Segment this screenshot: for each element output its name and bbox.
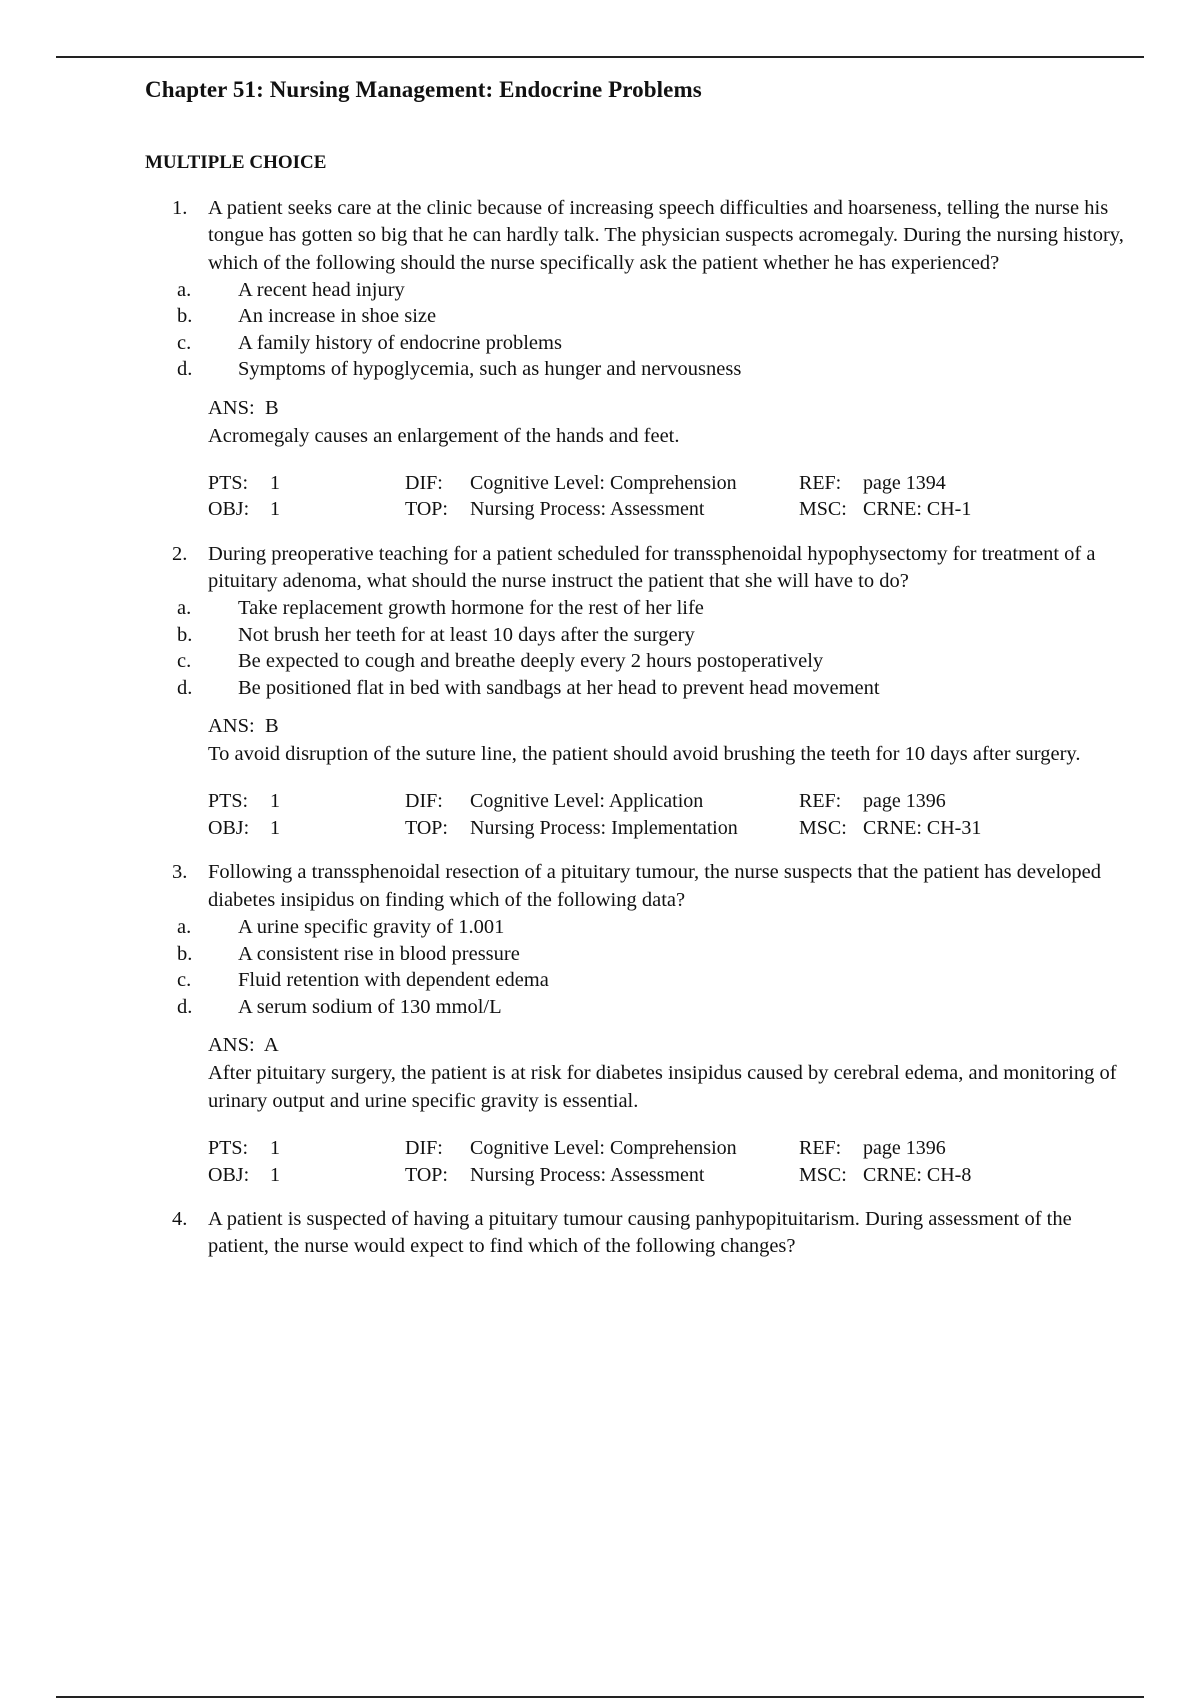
chapter-title: Chapter 51: Nursing Management: Endocrine Problems — [145, 77, 702, 102]
choice-b — [177, 303, 1135, 330]
choice-d — [177, 675, 1135, 702]
question-number: 3. — [172, 861, 188, 884]
question-text: A patient seeks care at the clinic because of increasing speech difficulties and hoarseness, telling the nurse his tongue has gotten so big that he can hardly talk. The physician suspects acromegaly. During the nursing history, which of the following should the nurse specifically ask the patient whether he has experienced? — [208, 197, 1124, 274]
dif-label: DIF: — [405, 1137, 443, 1160]
top-value: Nursing Process: Assessment — [470, 1163, 705, 1186]
choice-b — [177, 941, 1135, 968]
choice-letter: d. — [177, 995, 193, 1018]
bottom-rule — [56, 1696, 1144, 1698]
ref-label: REF: — [799, 790, 842, 813]
top-label: TOP: — [405, 1163, 448, 1186]
question-meta — [208, 1135, 1135, 1188]
obj-label: OBJ: — [208, 498, 250, 521]
pts-label: PTS: — [208, 790, 249, 813]
ref-value: page 1396 — [863, 790, 946, 813]
choice-letter: a. — [177, 278, 192, 301]
section-heading: MULTIPLE CHOICE — [145, 152, 327, 173]
question-number: 1. — [172, 197, 188, 219]
meta-row-1 — [208, 1135, 1135, 1162]
question-number: 4. — [172, 1208, 188, 1231]
answer-label: ANS: — [208, 396, 255, 419]
answer-value: B — [264, 396, 279, 419]
choice-letter: d. — [177, 676, 193, 699]
question-text: A patient is suspected of having a pituitary tumour causing panhypopituitarism. During assessment of the patient, the nurse would expect to find which of the following changes? — [208, 1208, 1072, 1258]
meta-row-1 — [208, 788, 1135, 815]
question-number: 2. — [172, 542, 188, 565]
dif-value: Cognitive Level: Application — [470, 790, 704, 813]
answer-line — [208, 713, 1135, 740]
choice-d — [177, 356, 1135, 383]
dif-label: DIF: — [405, 471, 443, 494]
question-2 — [145, 541, 1135, 842]
rationale: After pituitary surgery, the patient is at risk for diabetes insipidus caused by cerebral edema, and monitoring of urinary output and urine specific gravity is essential. — [208, 1062, 1117, 1113]
choice-text: Not brush her teeth for at least 10 days after the surgery — [238, 623, 695, 646]
dif-label: DIF: — [405, 790, 443, 813]
obj-value: 1 — [270, 816, 280, 839]
top-value: Nursing Process: Implementation — [470, 816, 738, 839]
question-meta — [208, 788, 1135, 841]
obj-value: 1 — [270, 1163, 280, 1186]
document-page — [145, 74, 1135, 1261]
choice-letter: a. — [177, 916, 192, 939]
ref-value: page 1396 — [863, 1137, 946, 1160]
choice-letter: c. — [177, 331, 192, 354]
pts-label: PTS: — [208, 471, 249, 494]
top-label: TOP: — [405, 498, 448, 521]
choice-b — [177, 622, 1135, 649]
question-text: During preoperative teaching for a patient scheduled for transsphenoidal hypophysectomy for treatment of a pituitary adenoma, what should the nurse instruct the patient that she will have to do? — [208, 542, 1096, 593]
question-meta — [208, 470, 1135, 523]
msc-value: CRNE: CH-8 — [863, 1163, 972, 1186]
choice-a — [177, 277, 1135, 304]
dif-value: Cognitive Level: Comprehension — [470, 471, 737, 494]
choice-letter: b. — [177, 942, 193, 965]
choice-text: Take replacement growth hormone for the rest of her life — [238, 597, 704, 620]
pts-value: 1 — [270, 471, 280, 494]
ref-value: page 1394 — [863, 471, 946, 494]
question-4 — [145, 1206, 1135, 1261]
choice-letter: a. — [177, 597, 192, 620]
choice-letter: c. — [177, 650, 192, 673]
obj-label: OBJ: — [208, 1163, 250, 1186]
choice-c — [177, 967, 1135, 994]
msc-value: CRNE: CH-1 — [863, 498, 972, 521]
choice-a — [177, 595, 1135, 622]
rationale: Acromegaly causes an enlargement of the hands and feet. — [208, 424, 680, 447]
msc-label: MSC: — [799, 1163, 847, 1186]
msc-label: MSC: — [799, 816, 847, 839]
answer-label: ANS: — [208, 715, 255, 738]
choice-text: A family history of endocrine problems — [238, 331, 562, 354]
ref-label: REF: — [799, 1137, 842, 1160]
answer-value: A — [263, 1034, 279, 1057]
answer-line — [208, 1032, 1135, 1059]
obj-label: OBJ: — [208, 816, 250, 839]
pts-value: 1 — [270, 790, 280, 813]
dif-value: Cognitive Level: Comprehension — [470, 1137, 737, 1160]
msc-label: MSC: — [799, 498, 847, 521]
question-3 — [145, 859, 1135, 1188]
choice-text: A recent head injury — [238, 278, 405, 301]
choice-c — [177, 648, 1135, 675]
choice-text: An increase in shoe size — [238, 305, 437, 328]
pts-value: 1 — [270, 1137, 280, 1160]
question-text: Following a transsphenoidal resection of a pituitary tumour, the nurse suspects that the patient has developed diabetes insipidus on finding which of the following data? — [208, 861, 1101, 911]
choice-d — [177, 994, 1135, 1021]
answer-line — [208, 395, 1135, 422]
meta-row-2 — [208, 496, 1135, 523]
rationale: To avoid disruption of the suture line, the patient should avoid brushing the teeth for 10 days after surgery. — [208, 743, 1081, 766]
msc-value: CRNE: CH-31 — [863, 816, 982, 839]
choice-text: Fluid retention with dependent edema — [238, 969, 549, 992]
choice-text: Be expected to cough and breathe deeply every 2 hours postoperatively — [238, 650, 824, 673]
top-label: TOP: — [405, 816, 448, 839]
ref-label: REF: — [799, 471, 842, 494]
choice-letter: b. — [177, 623, 193, 646]
meta-row-2 — [208, 815, 1135, 842]
choice-a — [177, 914, 1135, 941]
choice-text: A serum sodium of 130 mmol/L — [238, 995, 502, 1018]
top-value: Nursing Process: Assessment — [470, 498, 705, 521]
choice-letter: b. — [177, 305, 193, 328]
choice-text: A consistent rise in blood pressure — [238, 942, 520, 965]
answer-value: B — [264, 715, 279, 738]
meta-row-1 — [208, 470, 1135, 497]
pts-label: PTS: — [208, 1137, 249, 1160]
choice-letter: c. — [177, 969, 192, 992]
choice-letter: d. — [177, 358, 193, 381]
choice-c — [177, 330, 1135, 357]
choice-text: Be positioned flat in bed with sandbags at her head to prevent head movement — [238, 676, 880, 699]
choice-text: A urine specific gravity of 1.001 — [238, 916, 505, 939]
meta-row-2 — [208, 1162, 1135, 1189]
top-rule — [56, 56, 1144, 58]
choice-text: Symptoms of hypoglycemia, such as hunger and nervousness — [238, 358, 742, 381]
question-1 — [145, 195, 1135, 523]
obj-value: 1 — [270, 498, 280, 521]
answer-label: ANS: — [208, 1034, 255, 1057]
